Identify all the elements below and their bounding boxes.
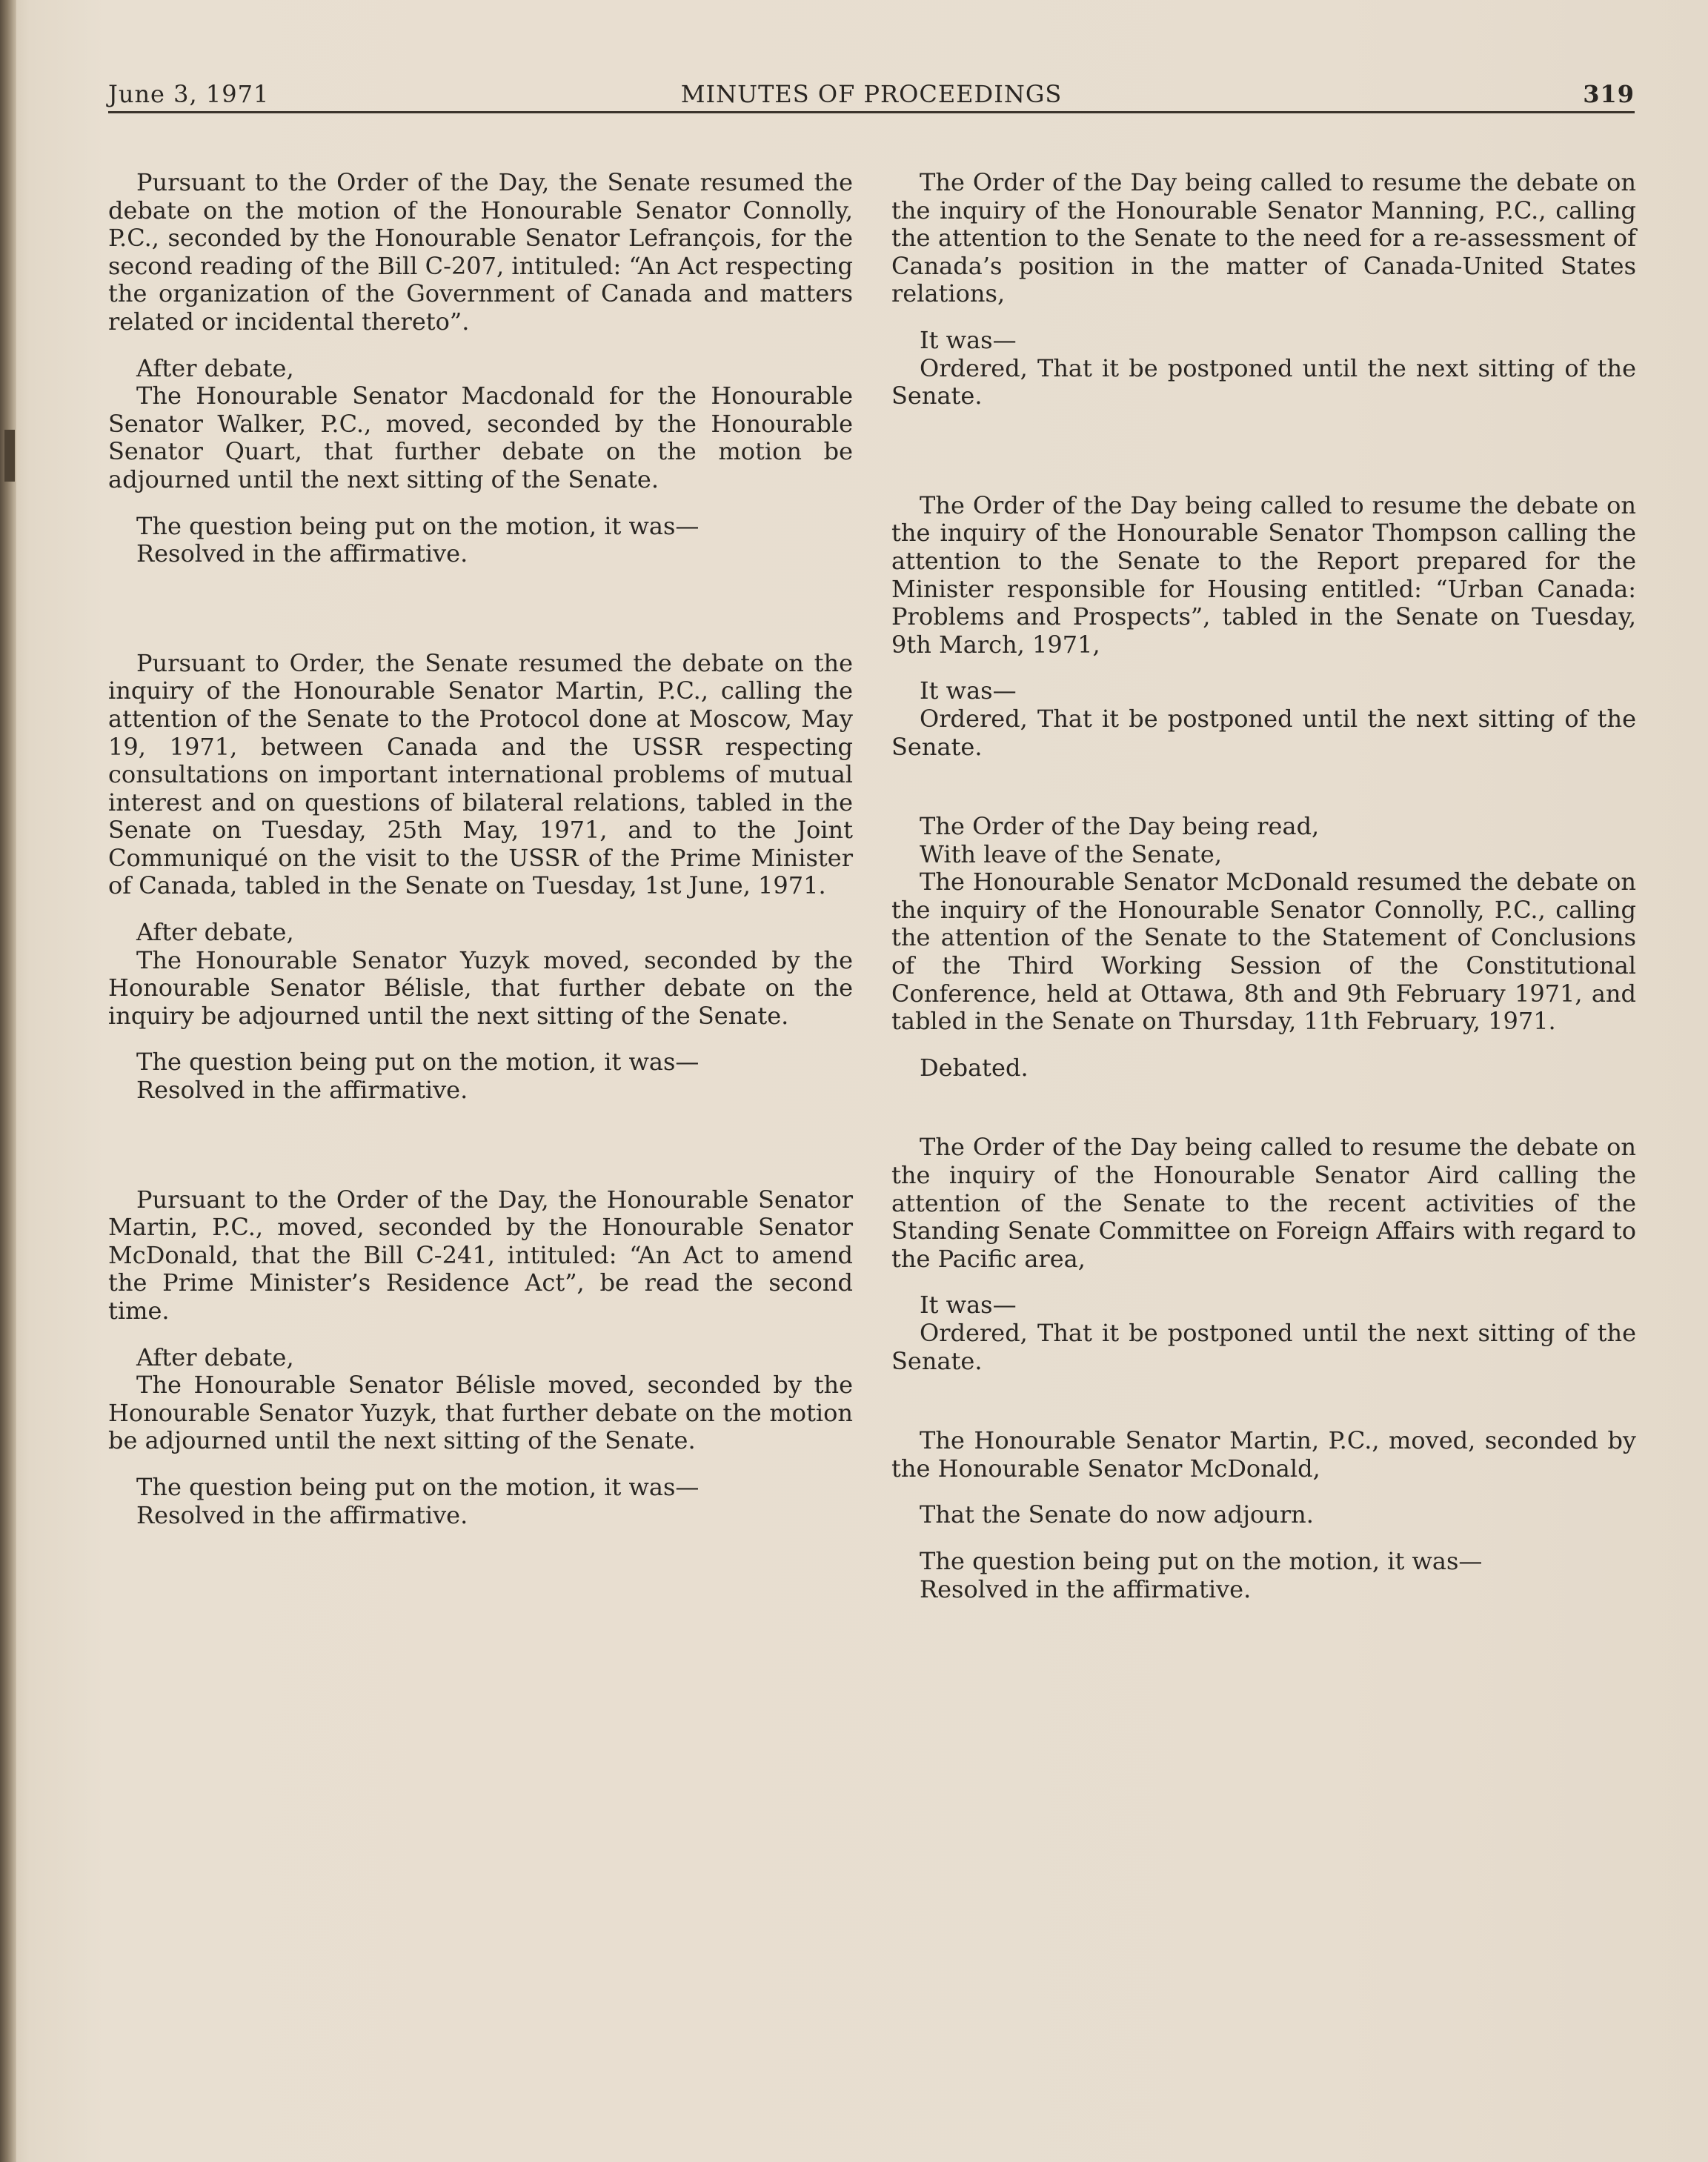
paragraph: Pursuant to the Order of the Day, the Honourable Senator Martin, P.C., moved, seconded by the Honourable Senator McDonald, that the Bill C-241, intituled: “An Act to amend the Prime Minister’s Residence Act”, be read the second time. [108, 1185, 853, 1325]
paragraph: Pursuant to the Order of the Day, the Senate resumed the debate on the motion of the Honourable Senator Connolly, P.C., seconded by the Honourable Senator Lefrançois, for the second reading of the Bill C-207, intituled: “An Act respecting the organization of the Government of Canada and matters related or incidental thereto”. [108, 168, 853, 336]
spine-notch [4, 430, 15, 482]
paragraph: The Order of the Day being called to resume the debate on the inquiry of the Honourable Senator Thompson calling the attention to the Senate to the Report prepared for the Minister responsible for Housing entitled: “Urban Canada: Problems and Prospects”, tabled in the Senate on Tuesday, 9th March, 1971, [891, 490, 1636, 659]
left-column [108, 169, 853, 1529]
header-title: MINUTES OF PROCEEDINGS [680, 80, 1063, 108]
running-header [108, 77, 1635, 113]
it-was-line: It was— [920, 676, 1017, 705]
paragraph: The Order of the Day being called to resume the debate on the inquiry of the Honourable Senator Manning, P.C., calling the attention to the Senate to the need for a re-assessment of Canada’s position in the matter of Canada-United States relations, [891, 168, 1636, 308]
debated-line: Debated. [920, 1053, 1029, 1082]
resolved-line: Resolved in the affirmative. [136, 1076, 468, 1105]
leave-line: With leave of the Senate, [920, 839, 1223, 868]
paragraph: The Honourable Senator McDonald resumed the debate on the inquiry of the Honourable Senator Connolly, P.C., calling the attention of the Senate to the Statement of Conclusions of the Third Working Session of the Constitutional Conference, held at Ottawa, 8th and 9th February 1971, and tabled in the Senate on Thursday, 11th February, 1971. [891, 868, 1636, 1036]
resolved-line: Resolved in the affirmative. [136, 1500, 468, 1529]
question-line: The question being put on the motion, it was— [136, 511, 700, 540]
paragraph: The Order of the Day being called to resume the debate on the inquiry of the Honourable Senator Aird calling the attention of the Senate to the recent activities of the Standing Senate Committee on Foreign Affairs with regard to the Pacific area, [891, 1133, 1636, 1273]
it-was-line: It was— [920, 1291, 1017, 1320]
question-line: The question being put on the motion, it was— [136, 1048, 700, 1077]
after-debate: After debate, [136, 918, 294, 947]
question-line: The question being put on the motion, it was— [920, 1546, 1483, 1575]
adjourn-line: That the Senate do now adjourn. [920, 1500, 1314, 1529]
header-date: June 3, 1971 [108, 80, 270, 108]
resolved-line: Resolved in the affirmative. [920, 1574, 1252, 1603]
after-debate: After debate, [136, 1343, 294, 1371]
page-number: 319 [1583, 80, 1635, 108]
paragraph: The Honourable Senator Macdonald for the Honourable Senator Walker, P.C., moved, seconded by the Honourable Senator Quart, that further debate on the motion be adjourned until the next sitting of the Senate. [108, 382, 853, 493]
ordered-line: Ordered, That it be postponed until the next sitting of the Senate. [891, 353, 1636, 410]
paragraph: Pursuant to Order, the Senate resumed the debate on the inquiry of the Honourable Senator Martin, P.C., calling the attention of the Senate to the Protocol done at Moscow, May 19, 1971, between Canada and the USSR respecting consultations on important international problems of mutual interest and on questions of bilateral relations, tabled in the Senate on Tuesday, 25th May, 1971, and to the Joint Communiqué on the visit to the USSR of the Prime Minister of Canada, tabled in the Senate on Tuesday, 1st June, 1971. [108, 648, 853, 900]
after-debate: After debate, [136, 353, 294, 382]
paragraph: The Honourable Senator Yuzyk moved, seconded by the Honourable Senator Bélisle, that further debate on the inquiry be adjourned until the next sitting of the Senate. [108, 945, 853, 1030]
order-read-line: The Order of the Day being read, [920, 812, 1320, 841]
book-spine-shadow [0, 0, 16, 2162]
question-line: The question being put on the motion, it was— [136, 1472, 700, 1501]
resolved-line: Resolved in the affirmative. [136, 539, 468, 568]
ordered-line: Ordered, That it be postponed until the next sitting of the Senate. [891, 1319, 1636, 1375]
it-was-line: It was— [920, 325, 1017, 354]
right-column [891, 169, 1636, 1603]
paragraph: The Honourable Senator Bélisle moved, seconded by the Honourable Senator Yuzyk, that further debate on the motion be adjourned until the next sitting of the Senate. [108, 1371, 853, 1455]
ordered-line: Ordered, That it be postponed until the next sitting of the Senate. [891, 704, 1636, 761]
paragraph: The Honourable Senator Martin, P.C., moved, seconded by the Honourable Senator McDonald, [891, 1426, 1636, 1483]
